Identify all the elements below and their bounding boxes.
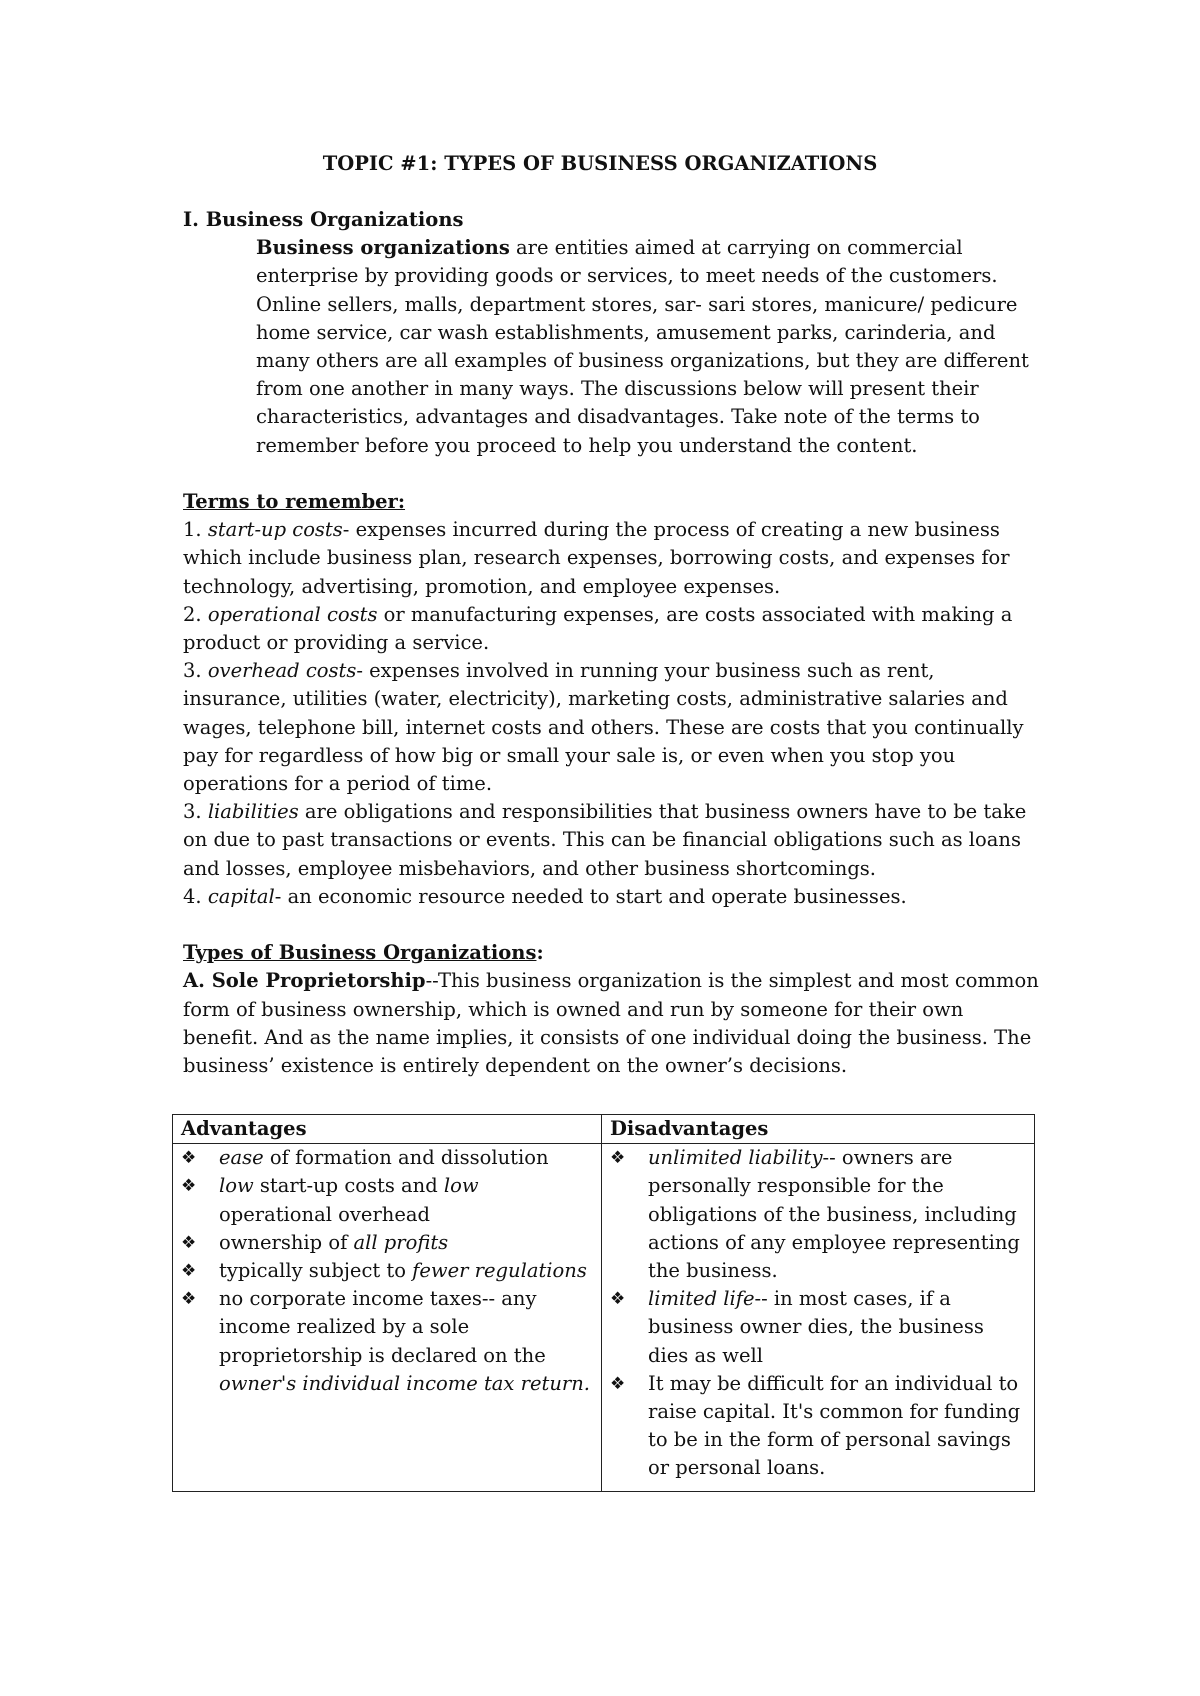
section-heading: I. Business Organizations [183, 208, 464, 231]
term-name: capital [207, 884, 275, 908]
term-item: 2. operational costs or manufacturing expenses, are costs associated with making a product or providing a service. [183, 602, 1013, 655]
diamond-bullet-icon: ❖ [181, 1148, 197, 1169]
advantages-cell [173, 1144, 602, 1491]
term-name: operational costs [207, 602, 378, 626]
disadvantages-header: Disadvantages [602, 1115, 1035, 1144]
diamond-bullet-icon: ❖ [610, 1289, 626, 1310]
diamond-bullet-icon: ❖ [181, 1176, 197, 1197]
list-item: ❖ unlimited liability-- owners are personally responsible for the obligations of the business, including actions of any employee representing the business. [610, 1146, 1020, 1283]
table-header-row [173, 1115, 1035, 1144]
disadvantages-cell [602, 1144, 1035, 1491]
intro-paragraph [183, 234, 1043, 460]
sole-proprietorship-paragraph: A. Sole Proprietorship--This business organization is the simplest and most common form of business ownership, which is owned and run by someone for their own benefit. And as the name implies, it consists of one individual doing the business. The business’ existence is entirely dependent on the owner’s decisions. [183, 969, 1039, 1078]
intro-text: are entities aimed at carrying on commercial enterprise by providing goods or services, to meet needs of the customers. Online sellers, malls, department stores, sar- sari stores, manicure/ pedicure home service, car wash establishments, amusement parks, carinderia, and many others are all examples of business organizations, but they are different from one another in many ways. The discussions below will present their characteristics, advantages and disadvantages. Take note of the terms to remember before you proceed to help you understand the content. [256, 236, 1029, 457]
terms-heading: Terms to remember: [183, 490, 406, 514]
sole-proprietorship-label: A. Sole Proprietorship [183, 969, 426, 993]
list-item: ❖ no corporate income taxes-- any income realized by a sole proprietorship is declared on the owner's individual income tax return. [181, 1287, 590, 1395]
term-item: 4. capital- an economic resource needed to start and operate businesses. [183, 884, 907, 908]
advantages-disadvantages-table [172, 1114, 1035, 1492]
diamond-bullet-icon: ❖ [181, 1289, 197, 1310]
term-name: start-up costs [207, 518, 343, 542]
list-item: ❖ It may be difficult for an individual to raise capital. It's common for funding to be in the form of personal savings or personal loans. [610, 1371, 1021, 1480]
diamond-bullet-icon: ❖ [181, 1261, 197, 1282]
term-item: 1. start-up costs- expenses incurred during the process of creating a new business which include business plan, research expenses, borrowing costs, and expenses for technology, advertising, promotion, and employee expenses. [183, 518, 1010, 598]
term-name: overhead costs [207, 659, 357, 683]
term-name: liabilities [207, 800, 299, 824]
list-item: ❖ limited life-- in most cases, if a business owner dies, the business dies as well [610, 1287, 984, 1367]
advantages-header: Advantages [173, 1115, 602, 1144]
document-body [183, 206, 1043, 1080]
term-item: 3. liabilities are obligations and responsibilities that business owners have to be take on due to past transactions or events. This can be financial obligations such as loans and losses, employee misbehaviors, and other business shortcomings. [183, 800, 1027, 880]
term-item: 3. overhead costs- expenses involved in running your business such as rent, insurance, utilities (water, electricity), marketing costs, administrative salaries and wages, telephone bill, internet costs and others. These are costs that you continually pay for regardless of how big or small your sale is, or even when you stop you operations for a period of time. [183, 659, 1024, 796]
diamond-bullet-icon: ❖ [181, 1232, 197, 1253]
list-item: ❖ ease of formation and dissolution [181, 1144, 593, 1172]
list-item: ❖ typically subject to fewer regulations [181, 1257, 593, 1285]
intro-lead-term: Business organizations [256, 236, 510, 260]
types-heading: Types of Business Organizations: [183, 941, 544, 965]
diamond-bullet-icon: ❖ [610, 1373, 626, 1394]
table-row [173, 1144, 1035, 1491]
page-title: TOPIC #1: TYPES OF BUSINESS ORGANIZATIONS [322, 152, 878, 175]
list-item: ❖ ownership of all profits [181, 1229, 593, 1257]
list-item: ❖ low start-up costs and low operational overhead [181, 1174, 479, 1226]
diamond-bullet-icon: ❖ [610, 1148, 626, 1169]
